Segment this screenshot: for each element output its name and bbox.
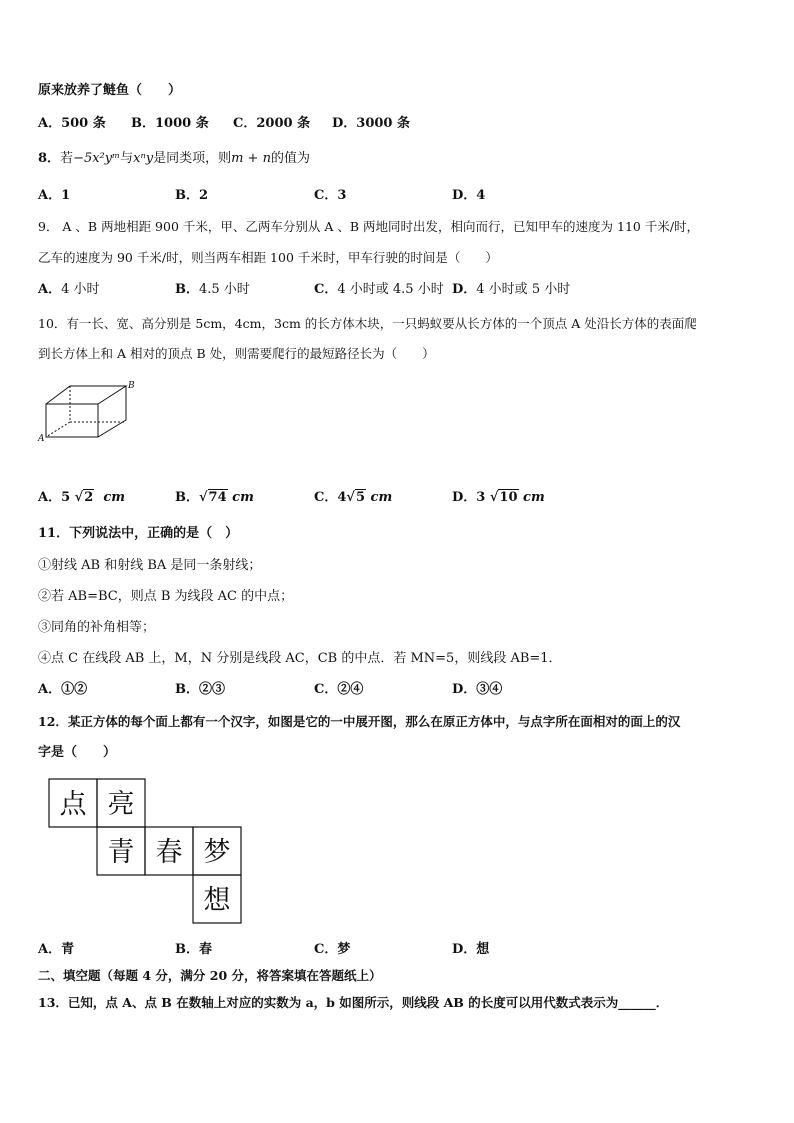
- net-cell-6: 想: [203, 885, 231, 916]
- q13-stem: 13．已知，点 A、点 B 在数轴上对应的实数为 a，b 如图所示，则线段 AB 的长度可以用代数式表示为______．: [38, 995, 669, 1010]
- q12-option-a: A．青: [38, 942, 75, 957]
- q11-statement-3: ③同角的补角相等；: [38, 620, 156, 635]
- cube-net-figure: [48, 778, 248, 926]
- q10-option-a: A．5 √2 cm: [38, 490, 125, 505]
- q11-statement-4: ④点 C 在线段 AB 上，M，N 分别是线段 AC，CB 的中点．若 MN=5，则线段 AB=1．: [38, 651, 562, 666]
- q11-statement-1: ①射线 AB 和射线 BA 是同一条射线；: [38, 558, 262, 573]
- q10-stem-line2: 到长方体上和 A 相对的顶点 B 处，则需要爬行的最短路径长为（ ）: [38, 346, 435, 361]
- q9-stem-line1: 9． A 、B 两地相距 900 千米，甲、乙两车分别从 A 、B 两地同时出发，相向而行，已知甲车的速度为 110 千米/时，: [38, 219, 700, 234]
- q7-option-d: D．3000 条: [332, 116, 410, 131]
- q11-option-c: C．②④: [314, 682, 364, 697]
- q7-option-c: C．2000 条: [233, 116, 311, 131]
- cuboid-figure: [36, 380, 146, 442]
- q9-option-a: A．4 小时: [38, 282, 100, 297]
- q8-option-d: D．4: [452, 188, 486, 203]
- q7-stem: 原来放养了鲢鱼（ ）: [38, 83, 182, 98]
- q8-option-c: C．3: [314, 188, 347, 203]
- q9-option-c: C．4 小时或 4.5 小时: [314, 282, 444, 297]
- q12-stem-line1: 12．某正方体的每个面上都有一个汉字，如图是它的一中展开图，那么在原正方体中，与点字所在面相对的面上的汉: [38, 714, 681, 729]
- q12-stem-line2: 字是（ ）: [38, 745, 117, 760]
- section-2-heading: 二、填空题（每题 4 分，满分 20 分，将答案填在答题纸上）: [38, 968, 382, 983]
- q11-stem: 11．下列说法中，正确的是（ ）: [38, 526, 239, 541]
- q11-option-b: B．②③: [175, 682, 226, 697]
- q12-option-c: C．梦: [314, 942, 351, 957]
- q7-option-b: B．1000 条: [131, 116, 209, 131]
- q10-option-b: B．√74 cm: [175, 490, 254, 505]
- vertex-b-label: B: [128, 381, 135, 391]
- q11-option-a: A．①②: [38, 682, 88, 697]
- net-cell-4: 春: [155, 837, 183, 868]
- q9-option-b: B．4.5 小时: [175, 282, 250, 297]
- q8-stem: 8．若−5x²yᵐ与xⁿy是同类项，则m + n的值为: [38, 151, 310, 166]
- net-cell-5: 梦: [203, 837, 231, 868]
- net-cell-3: 青: [107, 837, 135, 868]
- q7-option-a: A．500 条: [38, 116, 106, 131]
- q11-statement-2: ②若 AB=BC，则点 B 为线段 AC 的中点；: [38, 589, 294, 604]
- q9-option-d: D．4 小时或 5 小时: [452, 282, 571, 297]
- q11-option-d: D．③④: [452, 682, 503, 697]
- vertex-a-label: A: [38, 434, 45, 442]
- q12-option-d: D．想: [452, 942, 490, 957]
- net-cell-1: 点: [59, 789, 87, 820]
- q8-option-a: A．1: [38, 188, 71, 203]
- net-cell-2: 亮: [107, 789, 135, 820]
- q10-stem-line1: 10．有一长、宽、高分别是 5cm，4cm，3cm 的长方体木块，一只蚂蚁要从长方体的一个顶点 A 处沿长方体的表面爬: [38, 316, 697, 331]
- q8-option-b: B．2: [175, 188, 209, 203]
- q9-stem-line2: 乙车的速度为 90 千米/时，则当两车相距 100 千米时，甲车行驶的时间是（ ）: [38, 250, 498, 265]
- q10-option-d: D．3 √10 cm: [452, 490, 545, 505]
- q10-option-c: C．4√5 cm: [314, 490, 393, 505]
- cuboid-front-face: [46, 404, 98, 437]
- q12-option-b: B．春: [175, 942, 213, 957]
